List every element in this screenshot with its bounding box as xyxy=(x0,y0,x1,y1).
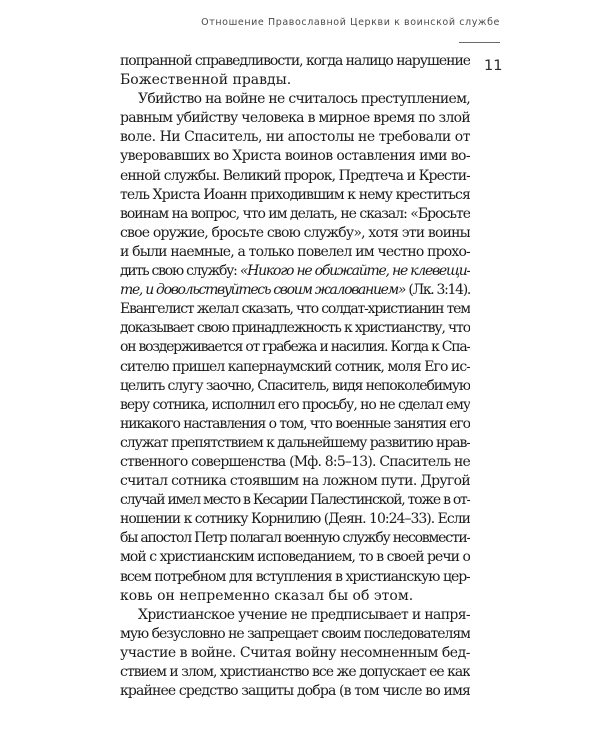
page-number: 11 xyxy=(484,58,503,74)
text-line: никакого наставления о том, что военные занятия его xyxy=(120,415,470,432)
text-line: веру сотника, исполнил его просьбу, но не сделал ему xyxy=(120,396,470,413)
paragraph-1 xyxy=(120,52,470,90)
text-line: тель Христа Иоанн приходившим к нему креститься xyxy=(120,186,470,203)
text-line: и были наемные, а только повелел им честно прохо- xyxy=(120,243,470,260)
text-line: равным убийству человека в мирное время по злой xyxy=(120,110,470,127)
text-line: бы апостол Петр полагал военную службу несовмести- xyxy=(120,530,470,547)
text-line: воинам на вопрос, что им делать, не сказал: «Бросьте xyxy=(120,205,470,222)
text-line: целить слугу заочно, Спаситель, видя непоколебимую xyxy=(120,377,470,394)
text-line: участие в войне. Считая войну несомненным бед- xyxy=(120,644,470,661)
text-line: свое оружие, бросьте свою службу», хотя эти воины xyxy=(120,224,470,241)
text-line: енной службы. Великий пророк, Предтеча и Крести- xyxy=(120,167,470,184)
text-line: доказывает свою принадлежность к христианству, что xyxy=(120,320,470,337)
text-line: Евангелист желал сказать, что солдат-христианин тем xyxy=(120,301,470,318)
text-line: Убийство на войне не считалось преступлением, xyxy=(138,91,470,108)
scripture-quote: те, и довольствуйтесь своим жалованием» xyxy=(120,282,406,299)
running-header: Отношение Православной Церкви к воинской службе xyxy=(201,17,500,28)
text-line: воле. Ни Спаситель, ни апостолы не требовали от xyxy=(120,129,470,146)
text-line: ношении к сотнику Корнилию (Деян. 10:24–33). Если xyxy=(120,511,470,528)
text-line: крайнее средство защиты добра (в том числе во имя xyxy=(120,683,470,700)
text-line: считал сотника стоявшим на ложном пути. Другой xyxy=(120,473,470,490)
text-line: Божественной правды. xyxy=(120,72,292,89)
text-line: служат препятствием к дальнейшему развитию нрав- xyxy=(120,434,470,451)
text-line: уверовавших во Христа воинов оставления ими во- xyxy=(120,148,470,165)
paragraph-2 xyxy=(120,90,470,606)
text-line: ствием и злом, христианство все же допускает ее как xyxy=(120,664,470,680)
text-line: он воздерживается от грабежа и насилия. Когда к Спа- xyxy=(120,339,470,356)
text-line: дить свою службу: «Никого не обижайте, не клевещи- xyxy=(120,263,470,280)
text-line: случай имел место в Кесарии Палестинской, тоже в от- xyxy=(120,492,470,509)
text-line: ственного совершенства (Мф. 8:5–13). Спаситель не xyxy=(120,453,470,470)
header-rule xyxy=(459,42,500,43)
scripture-quote: «Никого не обижайте, не клевещи- xyxy=(239,263,470,280)
text-line: ковь он непременно сказал бы об этом. xyxy=(120,587,414,604)
paragraph-3 xyxy=(120,606,470,701)
text-line: мой с христианским исповеданием, то в своей речи о xyxy=(120,549,470,566)
text-line: те, и довольствуйтесь своим жалованием» (Лк. 3:14). xyxy=(120,282,470,299)
text-line: всем потребном для вступления в христианскую цер- xyxy=(120,568,470,585)
body-text xyxy=(120,52,470,701)
text-line: мую безусловно не запрещает своим последователям xyxy=(120,625,470,642)
text-line: попранной справедливости, когда налицо нарушение xyxy=(120,53,470,69)
text-line: Христианское учение не предписывает и напря- xyxy=(138,606,470,623)
text-line: сителю пришел капернаумский сотник, моля Его ис- xyxy=(120,358,470,375)
